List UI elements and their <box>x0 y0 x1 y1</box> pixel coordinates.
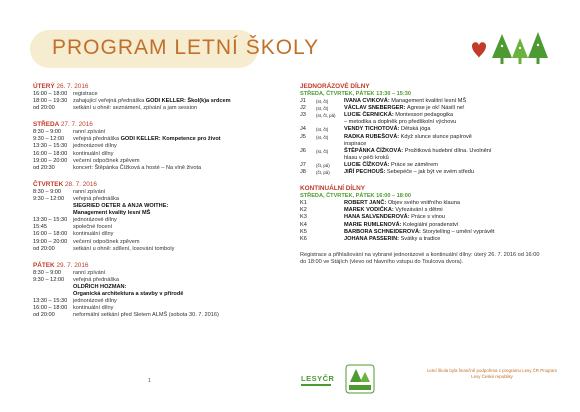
schedule-column <box>33 83 295 319</box>
schedule-row: Organická architektura a stavby v přírodě <box>73 290 184 297</box>
schedule-row: 8:30 – 9:00 ranní zpívání <box>33 188 106 195</box>
workshop-item-continuation: hlasu v péči kroků <box>344 154 389 161</box>
page-title: PROGRAM LETNÍ ŠKOLY <box>52 36 320 59</box>
schedule-row: 13:30 – 15:30 jednorázové dílny <box>33 143 117 150</box>
schedule-row: 16:00 – 18:00 kontinuální dílny <box>33 305 114 312</box>
tree-logo-icon <box>345 364 375 394</box>
schedule-row: Management kvality lesní MŠ <box>73 210 151 217</box>
day-block-thursday <box>33 181 295 253</box>
day-heading: ČTVRTEK 28. 7. 2016 <box>33 180 97 188</box>
schedule-row: od 20:00 neformální setkání před Sletem ALMŠ (sobota 30. 7. 2016) <box>33 312 219 319</box>
schedule-row: 8:30 – 9:00 ranní zpívání <box>33 269 106 276</box>
hearts-and-trees-decoration-icon <box>462 28 552 70</box>
workshop-item: K1 ROBERT JANČ: Objev svého vnitřního klauna <box>300 200 460 207</box>
schedule-row: OLDŘICH HOZMAN: <box>73 283 127 290</box>
schedule-row: 9:30 – 12:00 veřejná přednáška <box>33 276 120 283</box>
workshops-column <box>300 83 558 266</box>
schedule-row: 19:00 – 20:00 večerní odpočinek zpěvem <box>33 157 140 164</box>
continuous-workshops-time: STŘEDA, ČTVRTEK, PÁTEK 16:00 – 18:00 <box>300 193 411 200</box>
workshop-item-continuation: – metodika a doplněk pro předškolní výchovu <box>344 119 457 126</box>
single-workshops-time: STŘEDA, ČTVRTEK, PÁTEK 13:30 – 15:30 <box>300 91 411 97</box>
schedule-row: 19:00 – 20:00 večerní odpočinek zpěvem <box>33 238 140 245</box>
schedule-row: 15:45 společné focení <box>33 224 113 231</box>
workshop-item: K4 MARIE RUMLENOVÁ: Kolegiální poradenství <box>300 221 459 228</box>
workshop-item: J5 (st, čt) RADKA RUBEŠOVÁ: Když slunce slunce papírově <box>300 133 472 140</box>
single-workshops-heading: JEDNORÁZOVÉ DÍLNY <box>300 83 370 90</box>
workshop-item: J6 (st, čt) ŠTĚPÁNKA ČÍŽKOVÁ: Prožitková hudební dílna. Uvolnění <box>300 147 492 154</box>
workshop-item: J4 (st, čt) VENDY TICHOTOVÁ: Dětská jóga <box>300 126 431 133</box>
schedule-row: 18:00 – 19:30 zahajující veřejná přednáška GODI KELLER: Škol(k)a srdcem <box>33 98 231 105</box>
schedule-row: od 20:00 setkání u ohně: seznámení, zpívání a jam session <box>33 105 198 112</box>
workshop-item: J8 (čt, pá) JIŘÍ PECHOUŠ: Sebepéče – jak být ve svém středu <box>300 169 474 176</box>
workshop-item: J1 (st, čt) IVANA CVIKOVÁ: Management kvalitní lesní MŠ <box>300 98 467 105</box>
schedule-row: 9:30 – 12:00 veřejná přednáška GODI KELLER: Kompetence pro život <box>33 136 221 143</box>
day-block-friday <box>33 262 295 320</box>
schedule-row: 16:00 – 18:00 kontinuální dílny <box>33 231 114 238</box>
schedule-row: od 20:00 setkání u ohně: sdílení, losování tomboly <box>33 245 175 252</box>
workshop-item: J7 (čt, pá) LUCIE ČÍŽKOVÁ: Práce se záměrem <box>300 161 438 168</box>
workshop-item-continuation: inspirace <box>344 140 367 147</box>
schedule-row: SIEGRIED OETER & ANJA WOITHE: <box>73 203 169 210</box>
day-block-tuesday <box>33 83 295 112</box>
workshop-item: K2 MAREK VODIČKA: Vyřezávání s dětmi <box>300 207 443 214</box>
workshop-item: J2 (st, čt) VÁCLAV SNEBERGER: Agrese je ok! Násilí ne! <box>300 105 465 112</box>
workshop-item: K5 BARBORA SCHNEIDEROVÁ: Storytelling – umění vyprávět <box>300 228 495 235</box>
schedule-row: od 20:30 koncert: Štěpánka Čížková a hosté – Na vlně života <box>33 164 202 171</box>
continuous-workshops-heading: KONTINUÁLNÍ DÍLNY <box>300 185 365 193</box>
day-block-wednesday <box>33 121 295 172</box>
day-heading: PÁTEK 29. 7. 2016 <box>33 261 89 269</box>
workshop-item: J3 (st, čt, pá) LUCIE ČERNICKÁ: Montessori pedagogika <box>300 112 454 119</box>
footer-text: Letní škola byla finančně podpořena z programu Lesy ČR Program Lesy České republiky <box>426 368 558 379</box>
schedule-row: 13:30 – 15:30 jednorázové dílny <box>33 298 117 305</box>
day-heading: ÚTERÝ 26. 7. 2016 <box>33 83 89 90</box>
schedule-row: 8:30 – 9:00 ranní zpívání <box>33 129 106 136</box>
lesycr-logo: LESYČR <box>301 374 334 386</box>
schedule-row: 16:00 – 18:00 registrace <box>33 91 98 97</box>
schedule-row: 13:30 – 15:30 jednorázové dílny <box>33 217 117 224</box>
day-heading: STŘEDA 27. 7. 2016 <box>33 121 93 129</box>
workshop-item: K6 JOHANA PASSERIN: Svátky a tradice <box>300 235 441 242</box>
registration-note: Registrace a přihlašování na vybrané jednorázové a kontinuální dílny: úterý 26. 7. 2016 od 16:00 do 18:00 ve Stájích (vlevo od hlavního vstupu do Toulcova dvora). <box>300 251 540 265</box>
workshop-item: K3 HANA SALVENDEROVÁ: Práce s vlnou <box>300 214 446 221</box>
schedule-row: 16:00 – 18:00 kontinuální dílny <box>33 150 114 157</box>
schedule-row: 9:30 – 12:00 veřejná přednáška <box>33 195 120 202</box>
page-number: 1 <box>148 378 152 384</box>
